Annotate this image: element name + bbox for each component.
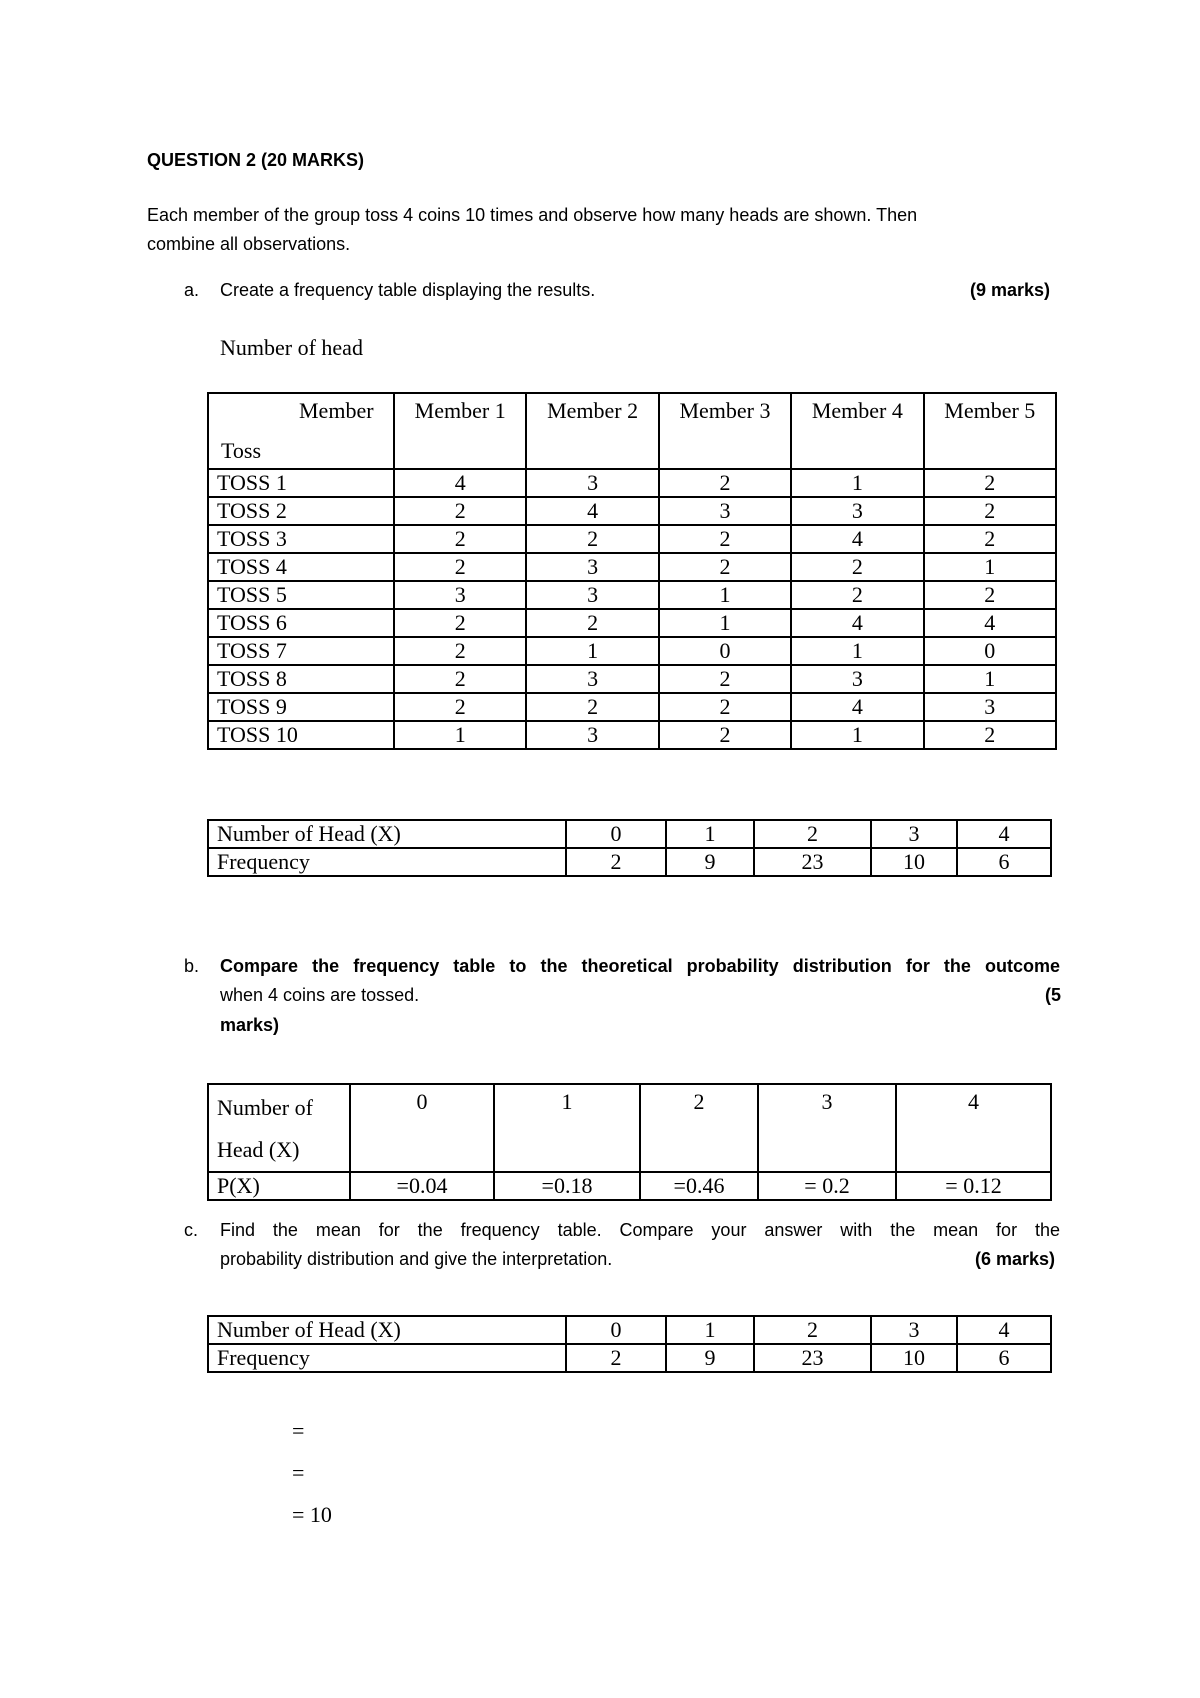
toss-row-label: TOSS 1 <box>208 469 394 497</box>
part-a-subtitle: Number of head <box>220 335 363 360</box>
toss-cell: 1 <box>526 637 658 665</box>
equation-line: = <box>292 1460 305 1485</box>
prob-p-row <box>208 1172 1051 1200</box>
toss-cell: 1 <box>924 665 1056 693</box>
toss-cell: 3 <box>526 721 658 749</box>
toss-row-label: TOSS 9 <box>208 693 394 721</box>
toss-cell: 3 <box>394 581 526 609</box>
freq-a-x-cell: 1 <box>666 820 754 848</box>
prob-x-cell: 2 <box>640 1084 758 1172</box>
toss-cell: 3 <box>526 469 658 497</box>
part-b-line1: Compare the frequency table to the theoretical probability distribution for the outcome <box>220 956 1060 976</box>
freq-a-x-row <box>208 820 1051 848</box>
corner-member-label: Member <box>299 398 374 423</box>
toss-cell: 2 <box>924 581 1056 609</box>
toss-cell: 2 <box>526 525 658 553</box>
toss-cell: 2 <box>394 665 526 693</box>
toss-table-corner <box>208 393 394 469</box>
toss-row <box>208 525 1056 553</box>
column-header: Member 4 <box>791 393 923 469</box>
toss-row-label: TOSS 2 <box>208 497 394 525</box>
freq-c-f-cell: 2 <box>566 1344 666 1372</box>
toss-row-label: TOSS 8 <box>208 665 394 693</box>
toss-cell: 4 <box>526 497 658 525</box>
freq-c-x-cell: 1 <box>666 1316 754 1344</box>
freq-a-x-cell: 0 <box>566 820 666 848</box>
toss-cell: 2 <box>394 497 526 525</box>
toss-row <box>208 721 1056 749</box>
column-header: Member 5 <box>924 393 1056 469</box>
freq-c-x-cell: 3 <box>871 1316 957 1344</box>
toss-row <box>208 609 1056 637</box>
toss-row <box>208 665 1056 693</box>
prob-x-cell: 4 <box>896 1084 1051 1172</box>
toss-cell: 1 <box>924 553 1056 581</box>
part-b-label: b. <box>184 956 200 976</box>
toss-cell: 0 <box>659 637 791 665</box>
column-header: Member 1 <box>394 393 526 469</box>
toss-table <box>207 392 1057 750</box>
freq-a-x-cell: 4 <box>957 820 1051 848</box>
prob-p-cell: =0.04 <box>350 1172 494 1200</box>
toss-cell: 1 <box>659 581 791 609</box>
toss-row-label: TOSS 7 <box>208 637 394 665</box>
toss-cell: 2 <box>791 581 923 609</box>
toss-cell: 4 <box>394 469 526 497</box>
toss-table-header-row <box>208 393 1056 469</box>
frequency-table-a <box>207 819 1052 877</box>
toss-cell: 4 <box>791 693 923 721</box>
toss-row-label: TOSS 10 <box>208 721 394 749</box>
toss-cell: 2 <box>526 609 658 637</box>
freq-a-f-row <box>208 848 1051 876</box>
prob-p-cell: = 0.12 <box>896 1172 1051 1200</box>
prob-x-label-line1: Number of <box>217 1095 313 1120</box>
toss-cell: 2 <box>924 721 1056 749</box>
freq-c-x-cell: 2 <box>754 1316 871 1344</box>
toss-cell: 3 <box>526 665 658 693</box>
toss-row <box>208 581 1056 609</box>
toss-cell: 2 <box>659 693 791 721</box>
toss-cell: 1 <box>791 637 923 665</box>
part-b-marks-open: (5 <box>1045 985 1062 1005</box>
question-title: QUESTION 2 (20 MARKS) <box>147 150 365 170</box>
freq-a-f-cell: 6 <box>957 848 1051 876</box>
freq-c-f-row <box>208 1344 1051 1372</box>
equation-line: = 10 <box>292 1502 332 1527</box>
toss-cell: 1 <box>659 609 791 637</box>
toss-cell: 2 <box>659 525 791 553</box>
freq-c-f-label: Frequency <box>208 1344 566 1372</box>
toss-cell: 4 <box>924 609 1056 637</box>
freq-c-f-cell: 10 <box>871 1344 957 1372</box>
freq-a-f-cell: 9 <box>666 848 754 876</box>
toss-cell: 1 <box>791 469 923 497</box>
column-header: Member 2 <box>526 393 658 469</box>
toss-cell: 2 <box>924 469 1056 497</box>
prob-x-row <box>208 1084 1051 1172</box>
toss-cell: 4 <box>791 525 923 553</box>
freq-c-x-label: Number of Head (X) <box>208 1316 566 1344</box>
prob-p-cell: =0.18 <box>494 1172 640 1200</box>
prob-x-cell: 3 <box>758 1084 896 1172</box>
toss-row-label: TOSS 5 <box>208 581 394 609</box>
toss-cell: 2 <box>394 693 526 721</box>
prob-p-cell: =0.46 <box>640 1172 758 1200</box>
part-c-label: c. <box>184 1220 199 1240</box>
freq-a-f-label: Frequency <box>208 848 566 876</box>
toss-cell: 2 <box>394 553 526 581</box>
freq-c-x-cell: 0 <box>566 1316 666 1344</box>
freq-c-x-row <box>208 1316 1051 1344</box>
toss-cell: 1 <box>791 721 923 749</box>
toss-cell: 3 <box>526 553 658 581</box>
prob-p-label: P(X) <box>208 1172 350 1200</box>
freq-a-f-cell: 23 <box>754 848 871 876</box>
toss-cell: 1 <box>394 721 526 749</box>
freq-a-x-label: Number of Head (X) <box>208 820 566 848</box>
freq-c-x-cell: 4 <box>957 1316 1051 1344</box>
toss-cell: 3 <box>791 497 923 525</box>
toss-cell: 2 <box>394 637 526 665</box>
toss-cell: 2 <box>659 553 791 581</box>
part-a-marks: (9 marks) <box>970 280 1051 300</box>
toss-cell: 2 <box>924 525 1056 553</box>
toss-row <box>208 497 1056 525</box>
probability-table <box>207 1083 1052 1201</box>
question-intro-line2: combine all observations. <box>147 234 351 254</box>
toss-cell: 2 <box>659 721 791 749</box>
toss-row-label: TOSS 4 <box>208 553 394 581</box>
toss-cell: 2 <box>526 693 658 721</box>
toss-row-label: TOSS 3 <box>208 525 394 553</box>
toss-cell: 2 <box>791 553 923 581</box>
toss-cell: 4 <box>791 609 923 637</box>
part-c-line2: probability distribution and give the interpretation. <box>220 1249 613 1269</box>
toss-cell: 2 <box>394 609 526 637</box>
freq-a-x-cell: 2 <box>754 820 871 848</box>
toss-cell: 0 <box>924 637 1056 665</box>
freq-a-f-cell: 10 <box>871 848 957 876</box>
part-b-marks-close: marks) <box>220 1015 280 1035</box>
toss-cell: 3 <box>791 665 923 693</box>
equation-line: = <box>292 1418 305 1443</box>
toss-cell: 2 <box>659 469 791 497</box>
toss-row <box>208 553 1056 581</box>
toss-row <box>208 469 1056 497</box>
prob-x-cell: 1 <box>494 1084 640 1172</box>
toss-row-label: TOSS 6 <box>208 609 394 637</box>
freq-a-x-cell: 3 <box>871 820 957 848</box>
freq-c-f-cell: 23 <box>754 1344 871 1372</box>
prob-x-cell: 0 <box>350 1084 494 1172</box>
part-c-marks: (6 marks) <box>975 1249 1056 1269</box>
prob-x-label <box>208 1084 350 1172</box>
toss-row <box>208 637 1056 665</box>
part-c-line1: Find the mean for the frequency table. Compare your answer with the mean for the <box>220 1220 1060 1240</box>
frequency-table-c <box>207 1315 1052 1373</box>
toss-cell: 2 <box>924 497 1056 525</box>
corner-toss-label: Toss <box>221 438 262 463</box>
toss-row <box>208 693 1056 721</box>
part-b-line2: when 4 coins are tossed. <box>220 985 420 1005</box>
toss-cell: 3 <box>924 693 1056 721</box>
freq-a-f-cell: 2 <box>566 848 666 876</box>
freq-c-f-cell: 9 <box>666 1344 754 1372</box>
toss-cell: 2 <box>659 665 791 693</box>
toss-cell: 3 <box>526 581 658 609</box>
column-header: Member 3 <box>659 393 791 469</box>
part-a-label: a. <box>184 280 200 300</box>
prob-x-label-line2: Head (X) <box>217 1137 300 1162</box>
question-intro-line1: Each member of the group toss 4 coins 10 times and observe how many heads are shown. Then <box>147 205 918 225</box>
part-a-text: Create a frequency table displaying the results. <box>220 280 596 300</box>
prob-p-cell: = 0.2 <box>758 1172 896 1200</box>
freq-c-f-cell: 6 <box>957 1344 1051 1372</box>
toss-cell: 3 <box>659 497 791 525</box>
toss-cell: 2 <box>394 525 526 553</box>
